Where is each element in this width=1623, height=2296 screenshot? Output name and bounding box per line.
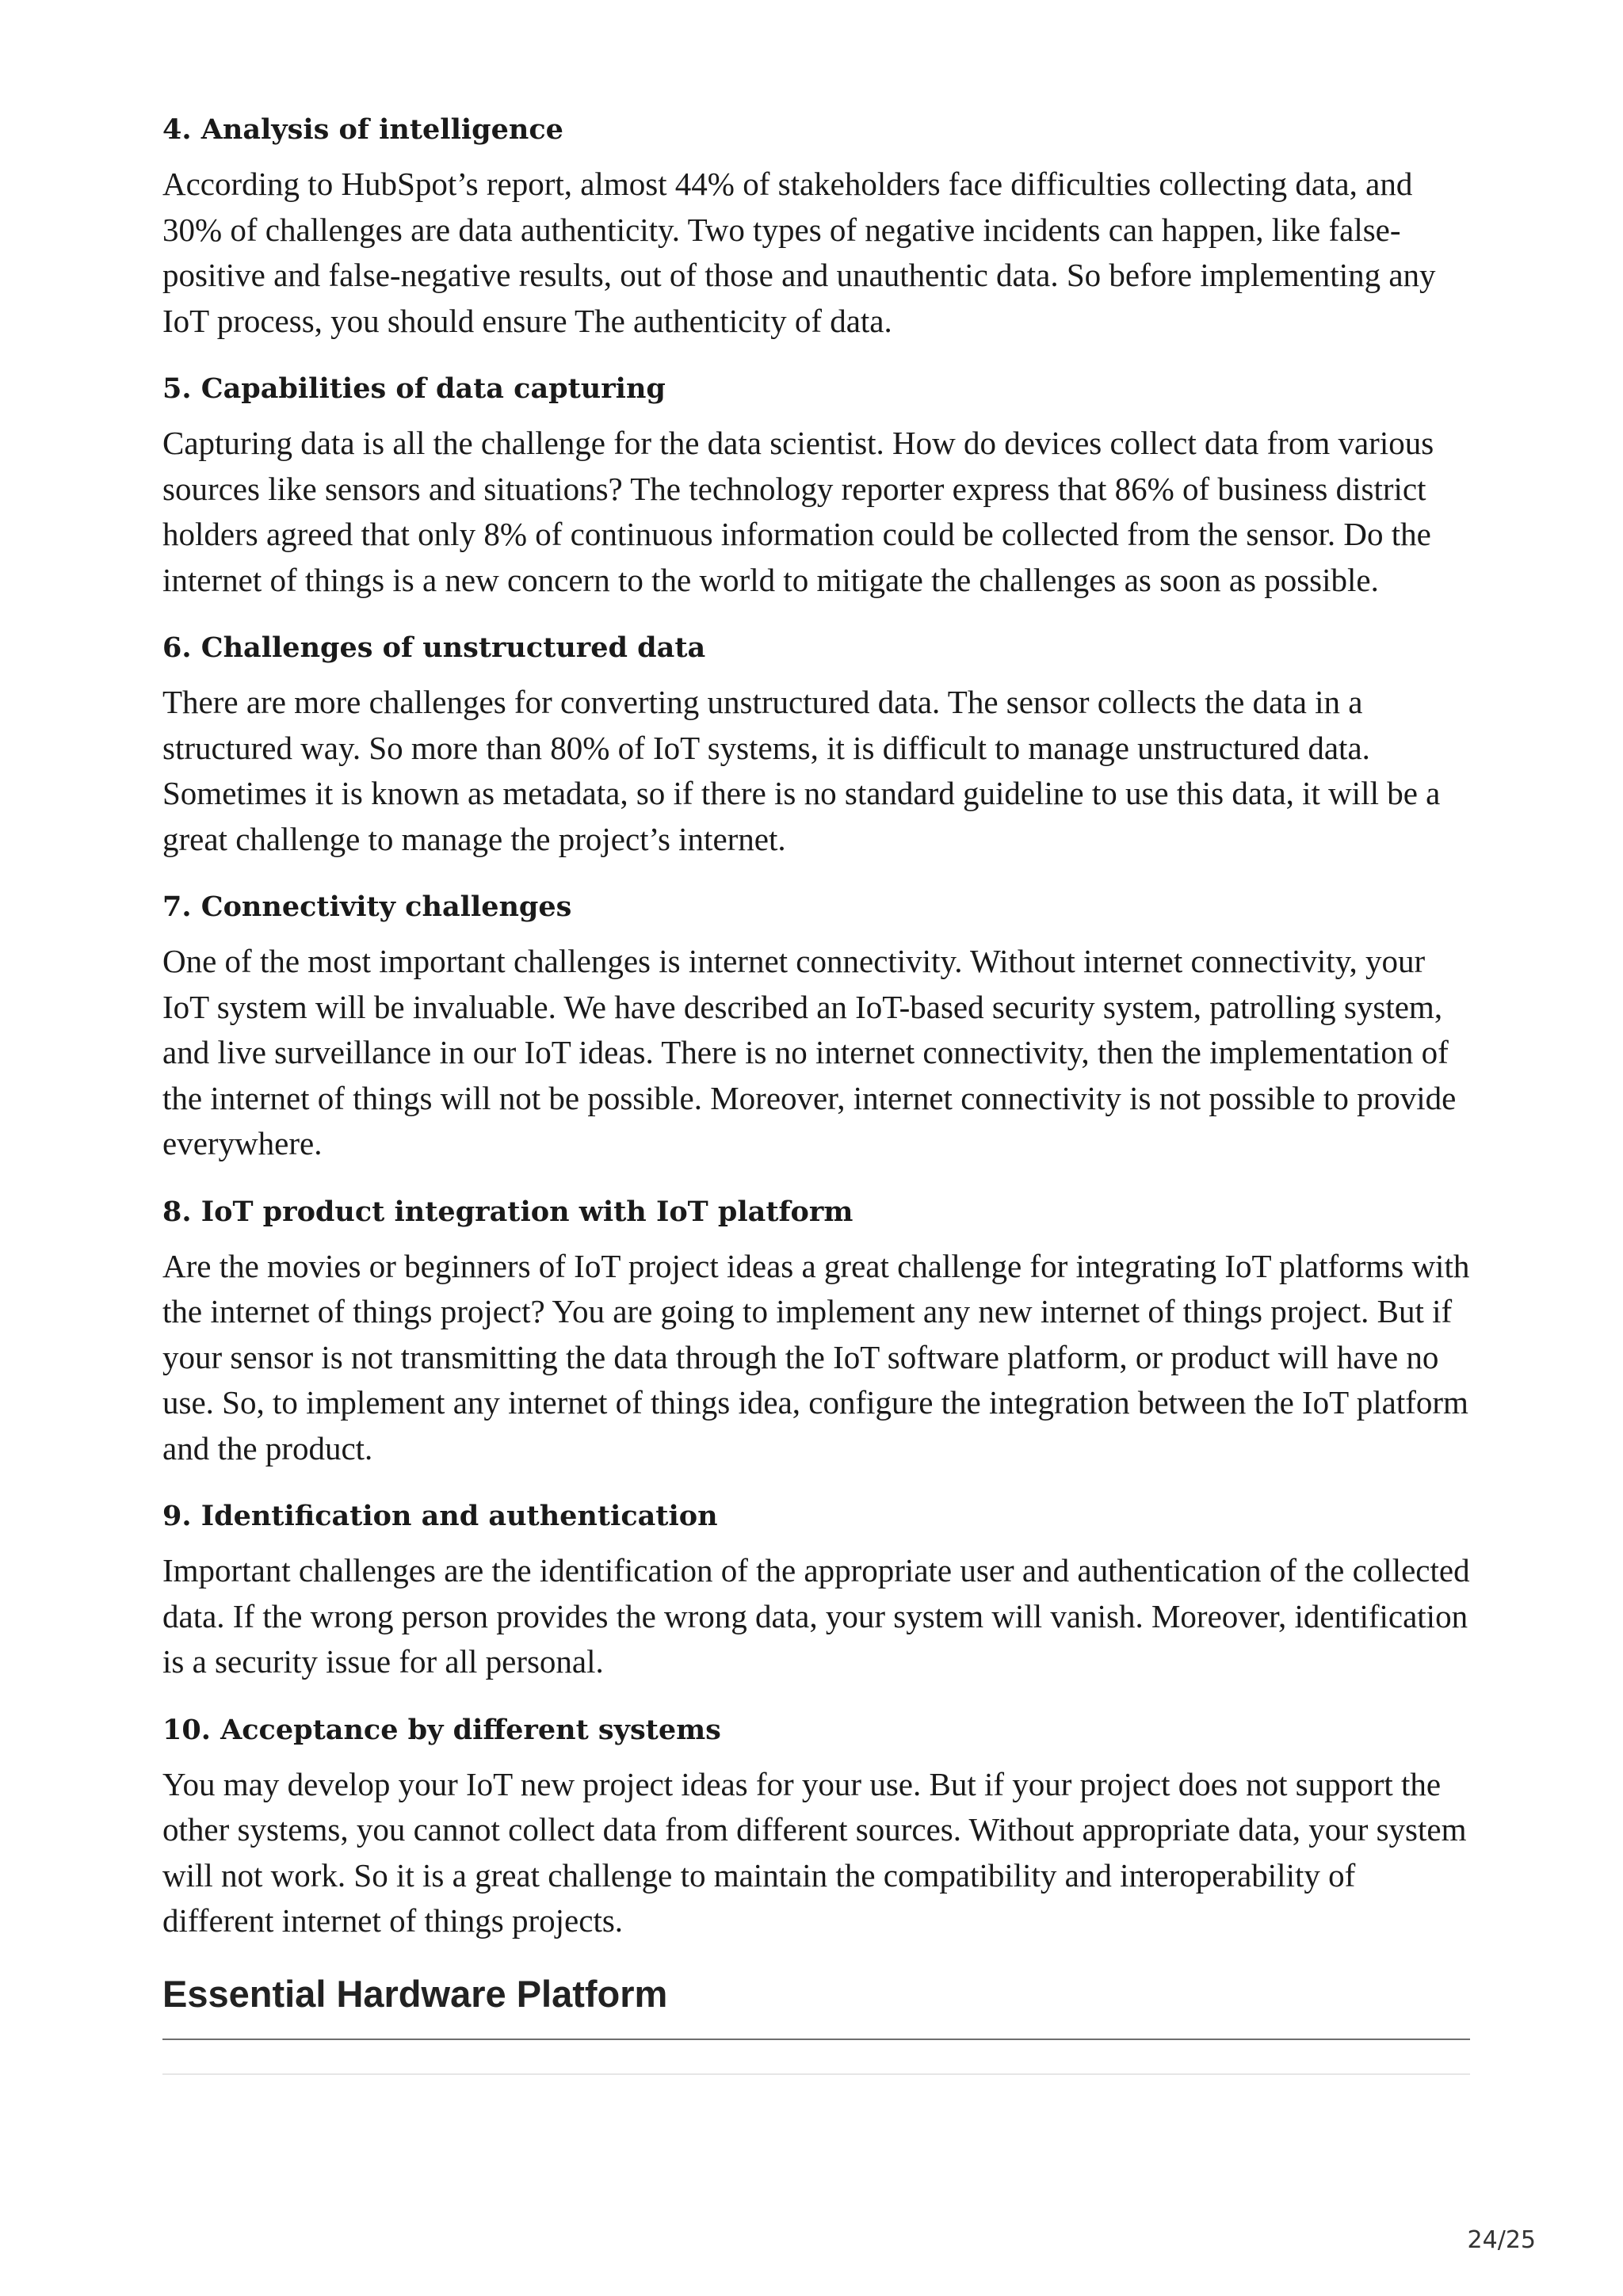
section-paragraph: According to HubSpot’s report, almost 44% of stakeholders face difficulties collecting data, and 30% of challenges are data authenticity. Two types of negative incidents can happen, like false-positive and false-negative results, out of those and unauthentic data. So before implementing any IoT process, you should ensure The authenticity of data. <box>162 166 1436 339</box>
section-capabilities-of-data-capturing <box>162 370 1470 603</box>
heading-underline-divider <box>162 2039 1470 2040</box>
section-paragraph: Important challenges are the identification of the appropriate user and authentication of the collected data. If the wrong person provides the wrong data, your system will vanish. Moreover, identification is a security issue for all personal. <box>162 1552 1470 1680</box>
section-heading: 5. Capabilities of data capturing <box>162 372 666 405</box>
section-heading: 6. Challenges of unstructured data <box>162 631 706 664</box>
section-challenges-of-unstructured-data <box>162 629 1470 862</box>
section-paragraph: There are more challenges for converting unstructured data. The sensor collects the data in a structured way. So more than 80% of IoT systems, it is difficult to manage unstructured data. Sometimes it is known as metadata, so if there is no standard guideline to use this data, it will be a great challenge to manage the project’s internet. <box>162 684 1441 857</box>
page-number: 24/25 <box>1467 2226 1536 2254</box>
essential-hardware-platform-heading: Essential Hardware Platform <box>162 1972 668 2015</box>
section-heading: 4. Analysis of intelligence <box>162 113 563 146</box>
document-page <box>162 111 1470 2075</box>
content-divider <box>162 2073 1470 2075</box>
section-iot-product-integration <box>162 1193 1470 1472</box>
section-analysis-of-intelligence <box>162 111 1470 344</box>
section-identification-and-authentication <box>162 1497 1470 1685</box>
section-paragraph: Capturing data is all the challenge for the data scientist. How do devices collect data from various sources like sensors and situations? The technology reporter express that 86% of business district holders agreed that only 8% of continuous information could be collected from the sensor. Do the internet of things is a new concern to the world to mitigate the challenges as soon as possible. <box>162 425 1434 598</box>
section-heading: 7. Connectivity challenges <box>162 891 572 923</box>
section-connectivity-challenges <box>162 888 1470 1167</box>
section-heading: 9. Identification and authentication <box>162 1500 718 1532</box>
section-acceptance-by-different-systems <box>162 1711 1470 1944</box>
section-heading: 10. Acceptance by different systems <box>162 1713 721 1746</box>
section-paragraph: You may develop your IoT new project ideas for your use. But if your project does not support the other systems, you cannot collect data from different sources. Without appropriate data, your system will not work. So it is a great challenge to maintain the compatibility and interoperability of different internet of things projects. <box>162 1765 1467 1939</box>
section-paragraph: Are the movies or beginners of IoT project ideas a great challenge for integrating IoT platforms with the internet of things project? You are going to implement any new internet of things project. But if your sensor is not transmitting the data through the IoT software platform, or product will have no use. So, to implement any internet of things idea, configure the integration between the IoT platform and the product. <box>162 1247 1470 1466</box>
section-heading: 8. IoT product integration with IoT platform <box>162 1195 854 1228</box>
section-paragraph: One of the most important challenges is internet connectivity. Without internet connectivity, your IoT system will be invaluable. We have described an IoT-based security system, patrolling system, and live surveillance in our IoT ideas. There is no internet connectivity, then the implementation of the internet of things will not be possible. Moreover, internet connectivity is not possible to provide everywhere. <box>162 943 1457 1161</box>
